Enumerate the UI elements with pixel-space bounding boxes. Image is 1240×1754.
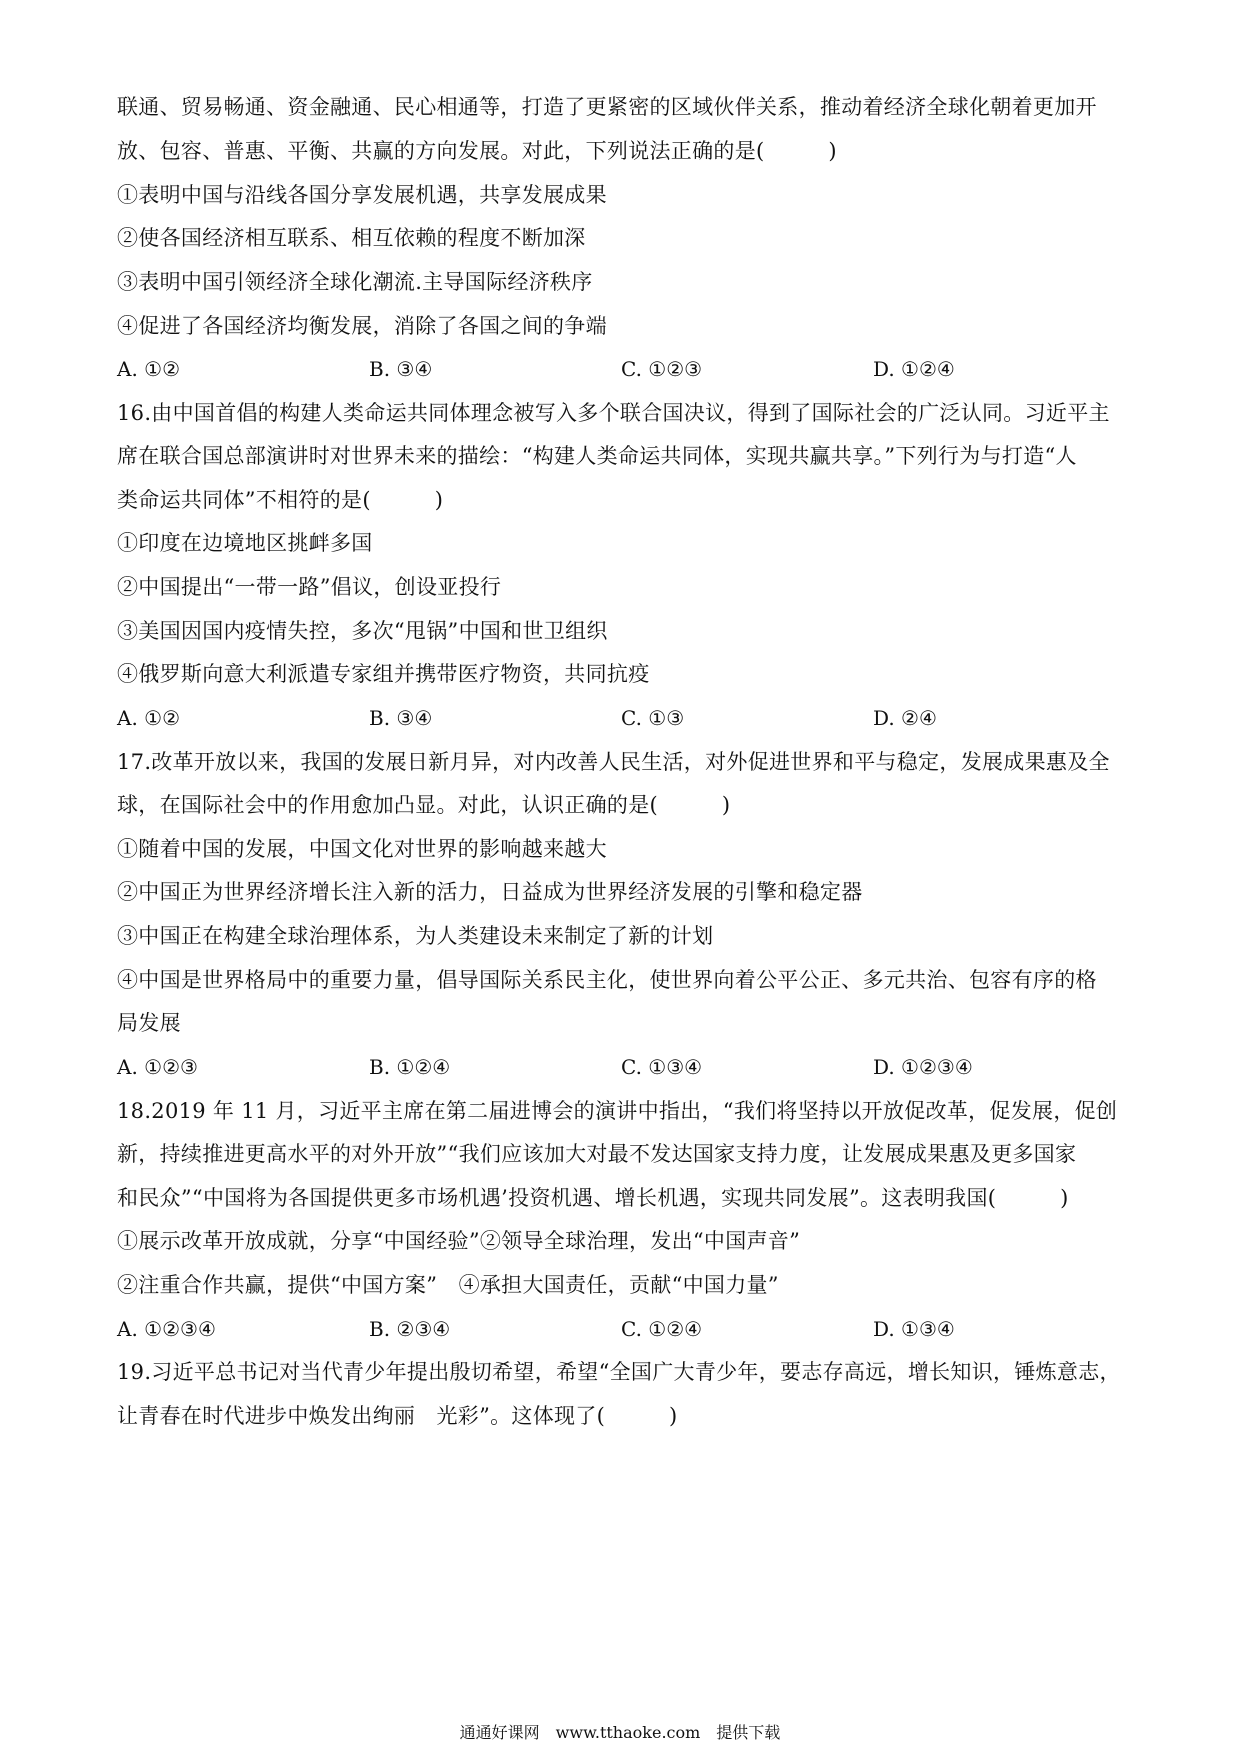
question-17-item-4: ④中国是世界格局中的重要力量，倡导国际关系民主化，使世界向着公平公正、多元共治、包容有序的格 [117,968,1097,992]
question-18-options [117,1314,1137,1344]
question-15-options [117,354,1137,384]
option-d[interactable]: D. ②④ [873,706,937,730]
question-17-item-4-continued: 局发展 [117,1011,181,1035]
question-16-options [117,703,1137,733]
question-18-item-2: ②注重合作共赢，提供“中国方案” ④承担大国责任，贡献“中国力量” [117,1273,779,1297]
question-15-text-line-2: 放、包容、普惠、平衡、共赢的方向发展。对此，下列说法正确的是( ) [117,139,837,163]
option-c[interactable]: C. ①③④ [621,1055,703,1079]
question-15-item-3: ③表明中国引领经济全球化潮流.主导国际经济秩序 [117,270,593,294]
question-17-item-3: ③中国正在构建全球治理体系，为人类建设未来制定了新的计划 [117,924,714,948]
question-16-text-line-1: 16.由中国首倡的构建人类命运共同体理念被写入多个联合国决议，得到了国际社会的广泛认同。习近平主 [117,401,1110,425]
option-d[interactable]: D. ①③④ [873,1317,955,1341]
question-15-item-4: ④促进了各国经济均衡发展，消除了各国之间的争端 [117,314,607,338]
question-16-item-4: ④俄罗斯向意大利派遣专家组并携带医疗物资，共同抗疫 [117,662,650,686]
option-d[interactable]: D. ①②③④ [873,1055,973,1079]
question-18-text-line-2: 新，持续推进更高水平的对外开放”“我们应该加大对最不发达国家支持力度，让发展成果惠及更多国家 [117,1142,1077,1166]
option-a[interactable]: A. ①② [117,706,181,730]
question-17-options [117,1052,1137,1082]
question-16-item-1: ①印度在边境地区挑衅多国 [117,531,373,555]
question-15-text-line-1: 联通、贸易畅通、资金融通、民心相通等，打造了更紧密的区域伙伴关系，推动着经济全球化朝着更加开 [117,95,1097,119]
question-16-item-2: ②中国提出“一带一路”倡议，创设亚投行 [117,575,502,599]
question-17-item-2: ②中国正为世界经济增长注入新的活力，日益成为世界经济发展的引擎和稳定器 [117,880,863,904]
option-b[interactable]: B. ①②④ [369,1055,451,1079]
page-footer: 通通好课网 www.tthaoke.com 提供下载 [459,1723,781,1742]
option-a[interactable]: A. ①② [117,357,181,381]
question-16-item-3: ③美国因国内疫情失控，多次“甩锅”中国和世卫组织 [117,619,608,643]
option-d[interactable]: D. ①②④ [873,357,955,381]
question-15-item-2: ②使各国经济相互联系、相互依赖的程度不断加深 [117,226,586,250]
question-16-text-line-2: 席在联合国总部演讲时对世界未来的描绘：“构建人类命运共同体，实现共赢共享。”下列行为与打造“人 [117,444,1077,468]
question-17-item-1: ①随着中国的发展，中国文化对世界的影响越来越大 [117,837,607,861]
question-18-text-line-3: 和民众”“中国将为各国提供更多市场机遇’投资机遇、增长机遇，实现共同发展”。这表明我国( ) [117,1186,1069,1210]
option-c[interactable]: C. ①③ [621,706,685,730]
option-b[interactable]: B. ③④ [369,357,433,381]
question-15-item-1: ①表明中国与沿线各国分享发展机遇，共享发展成果 [117,183,607,207]
option-a[interactable]: A. ①②③④ [117,1317,216,1341]
question-17-text-line-1: 17.改革开放以来，我国的发展日新月异，对内改善人民生活，对外促进世界和平与稳定，发展成果惠及全 [117,750,1110,774]
question-17-text-line-2: 球，在国际社会中的作用愈加凸显。对此，认识正确的是( ) [117,793,731,817]
question-16-text-line-3: 类命运共同体”不相符的是( ) [117,488,444,512]
question-19-text-line-1: 19.习近平总书记对当代青少年提出殷切希望，希望“全国广大青少年，要志存高远，增长知识，锤炼意志， [117,1360,1121,1384]
question-18-text-line-1: 18.2019 年 11 月，习近平主席在第二届进博会的演讲中指出，“我们将坚持以开放促改革，促发展，促创 [117,1099,1118,1123]
question-19-text-line-2: 让青春在时代进步中焕发出绚丽 光彩”。这体现了( ) [117,1404,678,1428]
option-b[interactable]: B. ③④ [369,706,433,730]
option-a[interactable]: A. ①②③ [117,1055,198,1079]
question-18-item-1: ①展示改革开放成就，分享“中国经验”②领导全球治理，发出“中国声音” [117,1229,801,1253]
option-b[interactable]: B. ②③④ [369,1317,451,1341]
option-c[interactable]: C. ①②③ [621,357,703,381]
option-c[interactable]: C. ①②④ [621,1317,703,1341]
